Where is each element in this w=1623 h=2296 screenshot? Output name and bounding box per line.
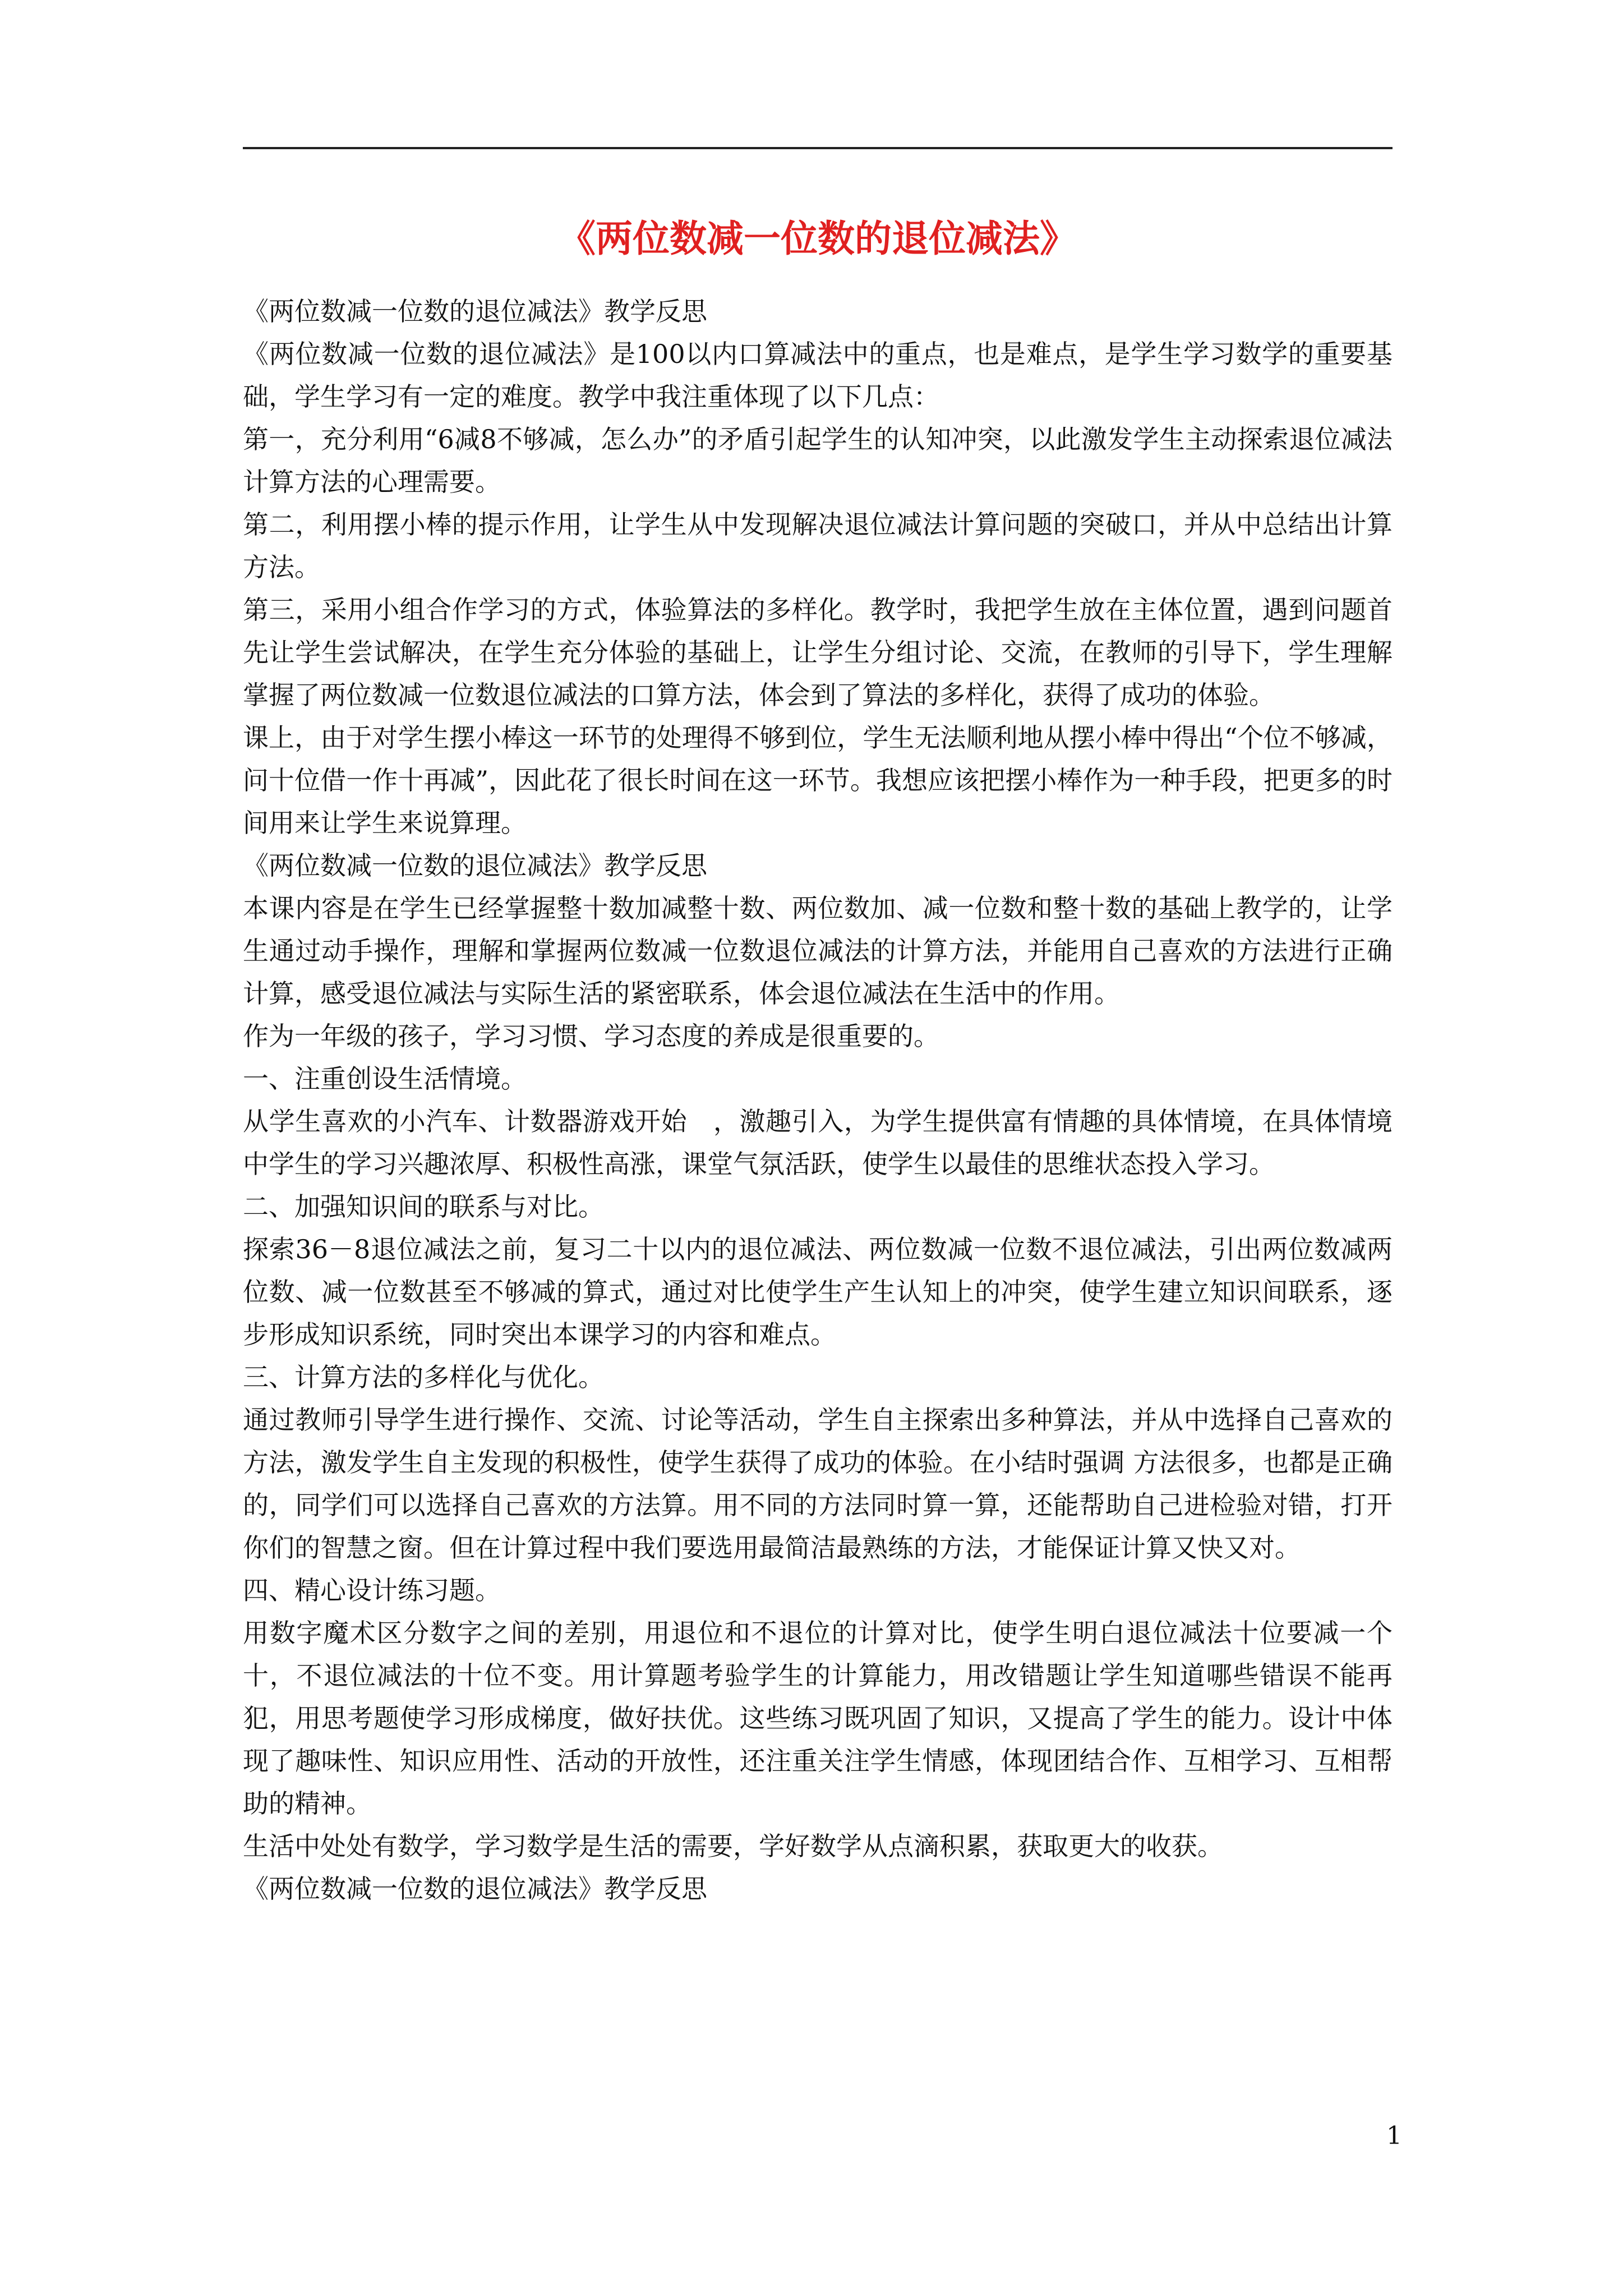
- header-rule: [243, 147, 1393, 149]
- paragraph-point-one: 第一，充分利用“6减8不够减，怎么办”的矛盾引起学生的认知冲突，以此激发学生主动探索退位减法计算方法的心理需要。: [243, 424, 1393, 497]
- section-heading-reflection: 《两位数减一位数的退位减法》教学反思: [243, 296, 707, 326]
- paragraph-lesson-content: 本课内容是在学生已经掌握整十数加减整十数、两位数加、减一位数和整十数的基础上教学的，让学生通过动手操作，理解和掌握两位数减一位数退位减法的计算方法，并能用自己喜欢的方法进行正确计算，感受退位减法与实际生活的紧密联系，体会退位减法在生活中的作用。: [243, 893, 1393, 1009]
- paragraph-habits: 作为一年级的孩子，学习习惯、学习态度的养成是很重要的。: [243, 1021, 939, 1051]
- paragraph-point-three: 第三，采用小组合作学习的方式，体验算法的多样化。教学时，我把学生放在主体位置，遇到问题首先让学生尝试解决，在学生充分体验的基础上，让学生分组讨论、交流，在教师的引导下，学生理解掌握了两位数减一位数退位减法的口算方法，体会到了算法的多样化，获得了成功的体验。: [243, 595, 1393, 710]
- paragraph-exercises: 用数字魔术区分数字之间的差别，用退位和不退位的计算对比，使学生明白退位减法十位要减一个十，不退位减法的十位不变。用计算题考验学生的计算能力，用改错题让学生知道哪些错误不能再犯，用思考题使学习形成梯度，做好扶优。这些练习既巩固了知识，又提高了学生的能力。设计中体现了趣味性、知识应用性、活动的开放性，还注重关注学生情感，体现团结合作、互相学习、互相帮助的精神。: [243, 1618, 1393, 1819]
- paragraph-intro: 《两位数减一位数的退位减法》是100以内口算减法中的重点，也是难点，是学生学习数学的重要基础，学生学习有一定的难度。教学中我注重体现了以下几点：: [243, 339, 1393, 412]
- subheading-two: 二、加强知识间的联系与对比。: [243, 1191, 604, 1222]
- document-body: [243, 290, 1393, 1910]
- paragraph-point-two: 第二，利用摆小棒的提示作用，让学生从中发现解决退位减法计算问题的突破口，并从中总结出计算方法。: [243, 509, 1393, 582]
- subheading-three: 三、计算方法的多样化与优化。: [243, 1362, 604, 1392]
- paragraph-comparison: 探索36－8退位减法之前，复习二十以内的退位减法、两位数减一位数不退位减法，引出两位数减两位数、减一位数甚至不够减的算式，通过对比使学生产生认知上的冲突，使学生建立知识间联系，逐步形成知识系统，同时突出本课学习的内容和难点。: [243, 1234, 1393, 1350]
- page-number: 1: [1386, 2122, 1402, 2150]
- paragraph-conclusion: 生活中处处有数学，学习数学是生活的需要，学好数学从点滴积累，获取更大的收获。: [243, 1831, 1223, 1861]
- document-title: 《两位数减一位数的退位减法》: [559, 217, 1077, 260]
- subheading-four: 四、精心设计练习题。: [243, 1575, 501, 1605]
- subheading-one: 一、注重创设生活情境。: [243, 1064, 527, 1094]
- section-heading-reflection: 《两位数减一位数的退位减法》教学反思: [243, 850, 707, 881]
- paragraph-context: 从学生喜欢的小汽车、计数器游戏开始 ，激趣引入，为学生提供富有情趣的具体情境，在具体情境中学生的学习兴趣浓厚、积极性高涨，课堂气氛活跃，使学生以最佳的思维状态投入学习。: [243, 1106, 1393, 1179]
- section-heading-reflection: 《两位数减一位数的退位减法》教学反思: [243, 1874, 707, 1904]
- paragraph-methods: 通过教师引导学生进行操作、交流、讨论等活动，学生自主探索出多种算法，并从中选择自己喜欢的方法，激发学生自主发现的积极性，使学生获得了成功的体验。在小结时强调 方法很多，也都是正确的，同学们可以选择自己喜欢的方法算。用不同的方法同时算一算，还能帮助自己进检验对错，打开你们的智慧之窗。但在计算过程中我们要选用最简洁最熟练的方法，才能保证计算又快又对。: [243, 1405, 1393, 1563]
- paragraph-class-note: 课上，由于对学生摆小棒这一环节的处理得不够到位，学生无法顺利地从摆小棒中得出“个位不够减，问十位借一作十再减”，因此花了很长时间在这一环节。我想应该把摆小棒作为一种手段，把更多的时间用来让学生来说算理。: [243, 723, 1393, 838]
